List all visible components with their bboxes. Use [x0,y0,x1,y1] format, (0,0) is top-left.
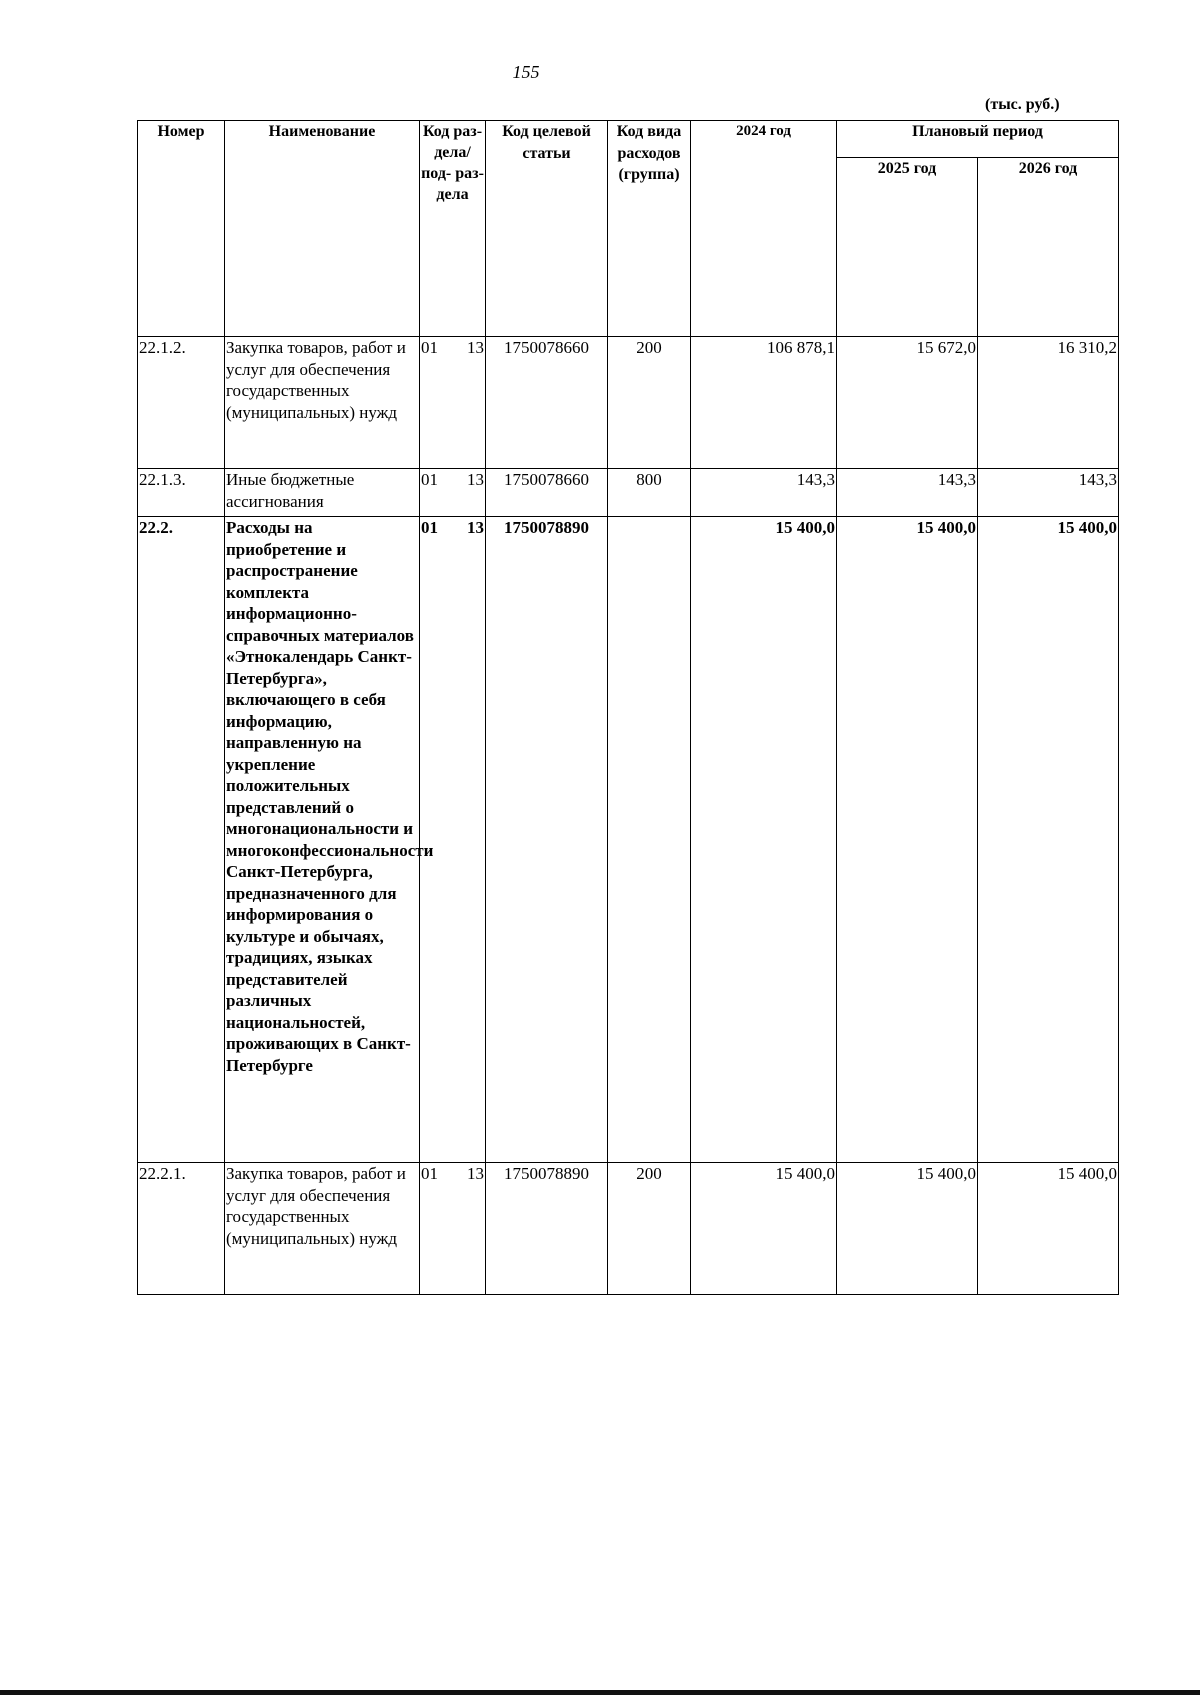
row-section-code: 01 [421,518,438,537]
row-amount-2024: 15 400,0 [691,517,837,1163]
row-section [420,337,486,469]
row-expense-kind [608,517,691,1163]
row-section [420,469,486,517]
row-name: Иные бюджетные ассигнования [225,469,420,517]
row-section [420,517,486,1163]
table-row [138,337,1119,469]
row-subsection-code: 13 [467,518,484,537]
header-year-2025: 2025 год [837,158,978,337]
row-amount-2025: 15 672,0 [837,337,978,469]
row-section [420,1163,486,1295]
table-row [138,517,1119,1163]
row-amount-2024: 106 878,1 [691,337,837,469]
row-section-code: 01 [421,1164,438,1183]
row-expense-kind: 200 [608,337,691,469]
row-name: Закупка товаров, работ и услуг для обеспечения государственных (муниципальных) нужд [225,337,420,469]
row-amount-2025: 15 400,0 [837,517,978,1163]
row-amount-2025: 15 400,0 [837,1163,978,1295]
header-section-code: Код раз- дела/ под- раз- дела [420,121,486,337]
header-year-2024: 2024 год [691,121,837,337]
row-subsection-code: 13 [467,470,484,489]
row-section-code: 01 [421,338,438,357]
scan-edge [0,1690,1200,1695]
table-row [138,1163,1119,1295]
row-amount-2025: 143,3 [837,469,978,517]
row-amount-2026: 16 310,2 [978,337,1119,469]
header-plan-period: Плановый период [837,121,1119,158]
row-amount-2026: 15 400,0 [978,517,1119,1163]
row-number: 22.2.1. [138,1163,225,1295]
row-target-code: 1750078660 [486,337,608,469]
row-subsection-code: 13 [467,338,484,357]
row-number: 22.1.2. [138,337,225,469]
page-number: 155 [512,62,540,82]
row-amount-2026: 15 400,0 [978,1163,1119,1295]
table-row [138,469,1119,517]
units-label: (тыс. руб.) [985,96,1060,113]
header-number: Номер [138,121,225,337]
header-expense-kind: Код вида расходов (группа) [608,121,691,337]
row-expense-kind: 200 [608,1163,691,1295]
row-target-code: 1750078890 [486,517,608,1163]
row-expense-kind: 800 [608,469,691,517]
row-amount-2026: 143,3 [978,469,1119,517]
row-amount-2024: 15 400,0 [691,1163,837,1295]
row-section-code: 01 [421,470,438,489]
header-year-2026: 2026 год [978,158,1119,337]
row-target-code: 1750078890 [486,1163,608,1295]
row-subsection-code: 13 [467,1164,484,1183]
header-target-code: Код целевой статьи [486,121,608,337]
row-name: Расходы на приобретение и распространение комплекта информационно-справочных материалов «Этнокалендарь Санкт-Петербурга», включающего в себя информацию, направленную на укрепление положительных представлений о многонациональности и многоконфессиональности Санкт-Петербурга, предназначенного для информирования о культуре и обычаях, традициях, языках представителей различных национальностей, проживающих в Санкт-Петербурге [225,517,420,1163]
row-number: 22.1.3. [138,469,225,517]
row-number: 22.2. [138,517,225,1163]
header-name: Наименование [225,121,420,337]
row-name: Закупка товаров, работ и услуг для обеспечения государственных (муниципальных) нужд [225,1163,420,1295]
budget-table [137,120,1119,1295]
row-amount-2024: 143,3 [691,469,837,517]
row-target-code: 1750078660 [486,469,608,517]
